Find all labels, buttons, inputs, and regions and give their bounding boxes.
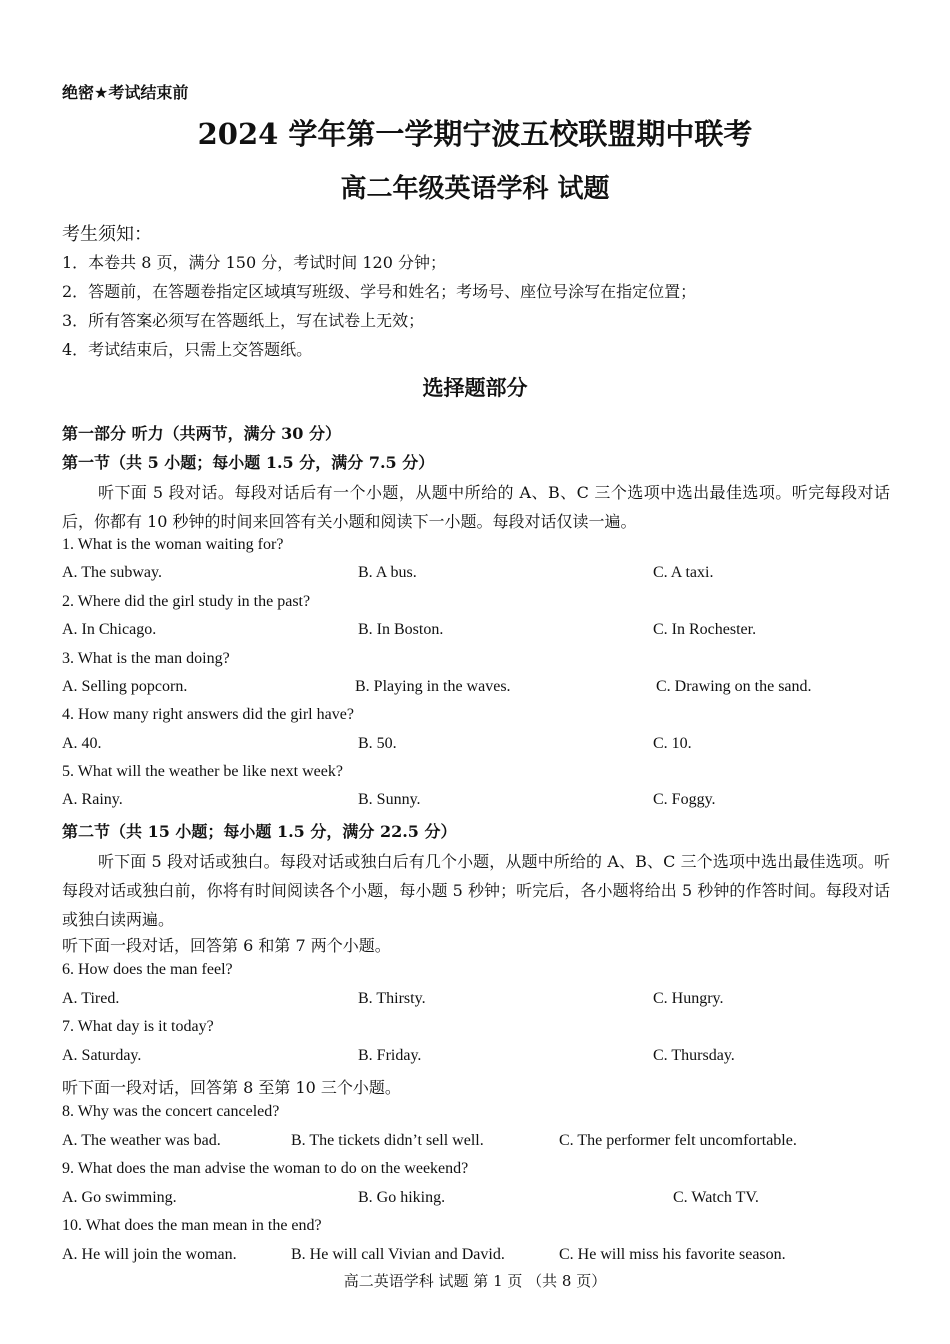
q2-option-b: B. In Boston.: [358, 621, 444, 638]
q7-option-b: B. Friday.: [358, 1047, 422, 1064]
question-4: 4. How many right answers did the girl have?: [62, 706, 354, 723]
page-footer: 高二英语学科 试题 第 1 页 （共 8 页）: [343, 1272, 607, 1290]
section-title: 选择题部分: [422, 375, 528, 400]
section1-instructions: 听下面 5 段对话。每段对话后有一个小题，从题中所给的 A、B、C 三个选项中选出最佳选项。听完每段对话后，你都有 10 秒钟的时间来回答有关小题和阅读下一小题。每段对话仅读一遍。: [62, 483, 890, 531]
q1-option-a: A. The subway.: [62, 564, 162, 581]
question-5: 5. What will the weather be like next week?: [62, 763, 343, 780]
q2-option-c: C. In Rochester.: [653, 621, 757, 638]
question-3: 3. What is the man doing?: [62, 650, 230, 667]
notice-item-4: 4．考试结束后，只需上交答题纸。: [62, 340, 313, 359]
dialog-6-7-instruction: 听下面一段对话，回答第 6 和第 7 两个小题。: [62, 936, 391, 955]
q10-option-b: B. He will call Vivian and David.: [291, 1246, 505, 1263]
q9-option-a: A. Go swimming.: [62, 1189, 177, 1206]
q5-option-a: A. Rainy.: [62, 791, 123, 808]
part1-heading: 第一部分 听力（共两节，满分 30 分）: [62, 424, 341, 443]
q3-option-b: B. Playing in the waves.: [355, 678, 511, 695]
q6-option-a: A. Tired.: [62, 990, 120, 1007]
q1-option-c: C. A taxi.: [653, 564, 714, 581]
section2-instructions: 听下面 5 段对话或独白。每段对话或独白后有几个小题，从题中所给的 A、B、C 三个选项中选出最佳选项。听每段对话或独白前，你将有时间阅读各个小题，每小题 5 秒钟；听完后，各小题将给出 5 秒钟的作答时间。每段对话或独白读两遍。: [62, 852, 890, 929]
question-6: 6. How does the man feel?: [62, 961, 233, 978]
q7-option-c: C. Thursday.: [653, 1047, 735, 1064]
q6-option-b: B. Thirsty.: [358, 990, 426, 1007]
exam-subtitle: 高二年级英语学科 试题: [340, 174, 610, 204]
question-8: 8. Why was the concert canceled?: [62, 1103, 280, 1120]
q5-option-c: C. Foggy.: [653, 791, 716, 808]
q7-option-a: A. Saturday.: [62, 1047, 142, 1064]
question-2: 2. Where did the girl study in the past?: [62, 593, 311, 610]
q2-option-a: A. In Chicago.: [62, 621, 157, 638]
section2-heading: 第二节（共 15 小题；每小题 1.5 分，满分 22.5 分）: [62, 822, 457, 841]
q8-option-c: C. The performer felt uncomfortable.: [559, 1132, 797, 1149]
confidential-label: 绝密★考试结束前: [62, 83, 189, 102]
dialog-8-10-instruction: 听下面一段对话，回答第 8 至第 10 三个小题。: [62, 1078, 401, 1097]
q4-option-b: B. 50.: [358, 735, 397, 752]
q8-option-b: B. The tickets didn’t sell well.: [291, 1132, 484, 1149]
q10-option-c: C. He will miss his favorite season.: [559, 1246, 786, 1263]
q1-option-b: B. A bus.: [358, 564, 417, 581]
q4-option-c: C. 10.: [653, 735, 692, 752]
q3-option-a: A. Selling popcorn.: [62, 678, 188, 695]
question-7: 7. What day is it today?: [62, 1018, 214, 1035]
exam-title: 2024 学年第一学期宁波五校联盟期中联考: [197, 117, 753, 151]
question-9: 9. What does the man advise the woman to do on the weekend?: [62, 1160, 469, 1177]
q6-option-c: C. Hungry.: [653, 990, 724, 1007]
q3-option-c: C. Drawing on the sand.: [656, 678, 812, 695]
notice-item-2: 2．答题前，在答题卷指定区域填写班级、学号和姓名；考场号、座位号涂写在指定位置；: [62, 282, 697, 301]
notice-item-3: 3．所有答案必须写在答题纸上，写在试卷上无效；: [62, 311, 425, 330]
q4-option-a: A. 40.: [62, 735, 102, 752]
question-10: 10. What does the man mean in the end?: [62, 1217, 322, 1234]
q9-option-c: C. Watch TV.: [673, 1189, 759, 1206]
question-1: 1. What is the woman waiting for?: [62, 536, 284, 553]
q8-option-a: A. The weather was bad.: [62, 1132, 221, 1149]
q9-option-b: B. Go hiking.: [358, 1189, 446, 1206]
notice-heading: 考生须知：: [62, 224, 152, 245]
q10-option-a: A. He will join the woman.: [62, 1246, 237, 1263]
q5-option-b: B. Sunny.: [358, 791, 421, 808]
notice-item-1: 1．本卷共 8 页，满分 150 分，考试时间 120 分钟；: [62, 253, 446, 272]
section1-heading: 第一节（共 5 小题；每小题 1.5 分，满分 7.5 分）: [62, 453, 435, 472]
